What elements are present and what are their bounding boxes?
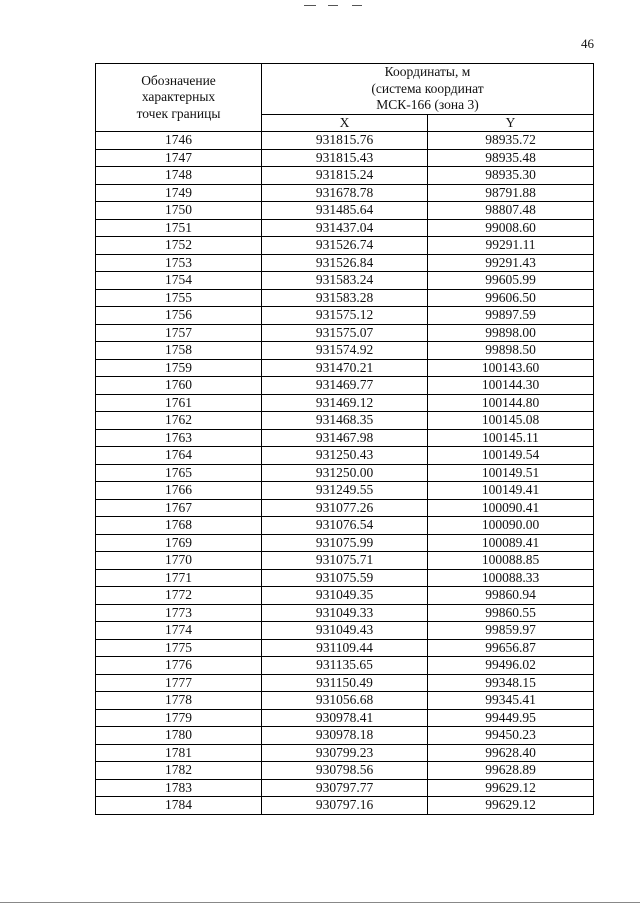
header-coords-line: Координаты, м xyxy=(384,64,471,79)
point-id-cell: 1762 xyxy=(96,412,262,430)
y-coordinate-cell: 98935.30 xyxy=(428,167,594,185)
y-coordinate-cell: 99605.99 xyxy=(428,272,594,290)
x-coordinate-cell: 931250.00 xyxy=(262,464,428,482)
point-id-cell: 1773 xyxy=(96,604,262,622)
y-coordinate-cell: 100149.54 xyxy=(428,447,594,465)
y-coordinate-cell: 100143.60 xyxy=(428,359,594,377)
table-row xyxy=(96,692,594,710)
table-row xyxy=(96,359,594,377)
table-row xyxy=(96,499,594,517)
point-id-cell: 1768 xyxy=(96,517,262,535)
y-coordinate-cell: 99859.97 xyxy=(428,622,594,640)
y-coordinate-cell: 99898.50 xyxy=(428,342,594,360)
y-coordinate-cell: 99629.12 xyxy=(428,797,594,815)
x-coordinate-cell: 931575.12 xyxy=(262,307,428,325)
table-row xyxy=(96,149,594,167)
x-coordinate-cell: 930797.16 xyxy=(262,797,428,815)
x-coordinate-cell: 931526.84 xyxy=(262,254,428,272)
table-row xyxy=(96,394,594,412)
y-coordinate-cell: 99345.41 xyxy=(428,692,594,710)
point-id-cell: 1752 xyxy=(96,237,262,255)
table-row xyxy=(96,202,594,220)
y-coordinate-cell: 99291.11 xyxy=(428,237,594,255)
coordinates-table xyxy=(95,63,594,815)
point-id-cell: 1754 xyxy=(96,272,262,290)
table-row xyxy=(96,762,594,780)
point-id-cell: 1750 xyxy=(96,202,262,220)
table-row xyxy=(96,569,594,587)
y-coordinate-cell: 99008.60 xyxy=(428,219,594,237)
x-coordinate-cell: 931467.98 xyxy=(262,429,428,447)
point-id-cell: 1757 xyxy=(96,324,262,342)
table-row xyxy=(96,184,594,202)
x-coordinate-cell: 930978.41 xyxy=(262,709,428,727)
x-coordinate-cell: 931075.59 xyxy=(262,569,428,587)
point-id-cell: 1760 xyxy=(96,377,262,395)
y-coordinate-cell: 99606.50 xyxy=(428,289,594,307)
table-row xyxy=(96,412,594,430)
x-coordinate-cell: 931574.92 xyxy=(262,342,428,360)
y-coordinate-cell: 99291.43 xyxy=(428,254,594,272)
table-row xyxy=(96,744,594,762)
x-coordinate-cell: 931109.44 xyxy=(262,639,428,657)
x-coordinate-cell: 931583.24 xyxy=(262,272,428,290)
table-row xyxy=(96,464,594,482)
point-id-cell: 1748 xyxy=(96,167,262,185)
x-coordinate-cell: 931075.71 xyxy=(262,552,428,570)
table-row xyxy=(96,517,594,535)
x-coordinate-cell: 931049.43 xyxy=(262,622,428,640)
table-row xyxy=(96,429,594,447)
point-id-cell: 1751 xyxy=(96,219,262,237)
table-row xyxy=(96,377,594,395)
y-coordinate-cell: 99860.55 xyxy=(428,604,594,622)
header-point-label xyxy=(96,64,262,132)
table-row xyxy=(96,604,594,622)
y-coordinate-cell: 99628.89 xyxy=(428,762,594,780)
point-id-cell: 1764 xyxy=(96,447,262,465)
bottom-edge-line xyxy=(0,902,640,903)
scan-marks xyxy=(300,2,370,8)
table-row xyxy=(96,797,594,815)
x-coordinate-cell: 931583.28 xyxy=(262,289,428,307)
point-id-cell: 1761 xyxy=(96,394,262,412)
point-id-cell: 1758 xyxy=(96,342,262,360)
point-id-cell: 1749 xyxy=(96,184,262,202)
header-coords-line: (система координат xyxy=(371,80,484,96)
y-coordinate-cell: 100090.00 xyxy=(428,517,594,535)
point-id-cell: 1772 xyxy=(96,587,262,605)
table-row xyxy=(96,342,594,360)
x-coordinate-cell: 931249.55 xyxy=(262,482,428,500)
table-row xyxy=(96,167,594,185)
y-coordinate-cell: 98935.48 xyxy=(428,149,594,167)
point-id-cell: 1779 xyxy=(96,709,262,727)
point-id-cell: 1770 xyxy=(96,552,262,570)
table-row xyxy=(96,237,594,255)
y-coordinate-cell: 99450.23 xyxy=(428,727,594,745)
table-row xyxy=(96,552,594,570)
table-row xyxy=(96,447,594,465)
point-id-cell: 1777 xyxy=(96,674,262,692)
table-row xyxy=(96,132,594,150)
table-row xyxy=(96,324,594,342)
y-coordinate-cell: 98791.88 xyxy=(428,184,594,202)
y-coordinate-cell: 100145.08 xyxy=(428,412,594,430)
point-id-cell: 1765 xyxy=(96,464,262,482)
point-id-cell: 1759 xyxy=(96,359,262,377)
y-coordinate-cell: 100149.51 xyxy=(428,464,594,482)
table-row xyxy=(96,674,594,692)
x-coordinate-cell: 931077.26 xyxy=(262,499,428,517)
x-coordinate-cell: 931076.54 xyxy=(262,517,428,535)
point-id-cell: 1756 xyxy=(96,307,262,325)
y-coordinate-cell: 100144.30 xyxy=(428,377,594,395)
y-coordinate-cell: 99898.00 xyxy=(428,324,594,342)
point-id-cell: 1774 xyxy=(96,622,262,640)
x-coordinate-cell: 931075.99 xyxy=(262,534,428,552)
point-id-cell: 1783 xyxy=(96,779,262,797)
point-id-cell: 1780 xyxy=(96,727,262,745)
y-coordinate-cell: 98807.48 xyxy=(428,202,594,220)
y-coordinate-cell: 100144.80 xyxy=(428,394,594,412)
table-row xyxy=(96,727,594,745)
table-row xyxy=(96,272,594,290)
header-label-line: Обозначение xyxy=(141,72,216,88)
x-coordinate-cell: 930798.56 xyxy=(262,762,428,780)
point-id-cell: 1782 xyxy=(96,762,262,780)
y-coordinate-cell: 100149.41 xyxy=(428,482,594,500)
y-coordinate-cell: 100088.33 xyxy=(428,569,594,587)
table-row xyxy=(96,639,594,657)
table-row xyxy=(96,534,594,552)
x-coordinate-cell: 931437.04 xyxy=(262,219,428,237)
point-id-cell: 1769 xyxy=(96,534,262,552)
header-label-line: точек границы xyxy=(136,105,221,121)
x-coordinate-cell: 931575.07 xyxy=(262,324,428,342)
point-id-cell: 1763 xyxy=(96,429,262,447)
point-id-cell: 1771 xyxy=(96,569,262,587)
x-coordinate-cell: 931469.12 xyxy=(262,394,428,412)
point-id-cell: 1781 xyxy=(96,744,262,762)
table-row xyxy=(96,307,594,325)
x-coordinate-cell: 930797.77 xyxy=(262,779,428,797)
x-coordinate-cell: 931049.33 xyxy=(262,604,428,622)
x-coordinate-cell: 931135.65 xyxy=(262,657,428,675)
table-row xyxy=(96,709,594,727)
point-id-cell: 1755 xyxy=(96,289,262,307)
y-coordinate-cell: 99348.15 xyxy=(428,674,594,692)
point-id-cell: 1776 xyxy=(96,657,262,675)
y-coordinate-cell: 98935.72 xyxy=(428,132,594,150)
x-coordinate-cell: 931485.64 xyxy=(262,202,428,220)
x-coordinate-cell: 931815.24 xyxy=(262,167,428,185)
point-id-cell: 1766 xyxy=(96,482,262,500)
x-coordinate-cell: 931526.74 xyxy=(262,237,428,255)
x-coordinate-cell: 931469.77 xyxy=(262,377,428,395)
page-number: 46 xyxy=(581,36,594,51)
x-coordinate-cell: 931150.49 xyxy=(262,674,428,692)
y-coordinate-cell: 100089.41 xyxy=(428,534,594,552)
table-header xyxy=(96,64,594,132)
table-row xyxy=(96,482,594,500)
header-col-x: X xyxy=(262,114,428,132)
y-coordinate-cell: 100145.11 xyxy=(428,429,594,447)
table-row xyxy=(96,219,594,237)
x-coordinate-cell: 931815.76 xyxy=(262,132,428,150)
table-row xyxy=(96,622,594,640)
y-coordinate-cell: 100088.85 xyxy=(428,552,594,570)
point-id-cell: 1767 xyxy=(96,499,262,517)
x-coordinate-cell: 931056.68 xyxy=(262,692,428,710)
header-coords-line: МСК-166 (зона 3) xyxy=(376,97,479,112)
table-row xyxy=(96,254,594,272)
x-coordinate-cell: 930978.18 xyxy=(262,727,428,745)
y-coordinate-cell: 99496.02 xyxy=(428,657,594,675)
x-coordinate-cell: 931815.43 xyxy=(262,149,428,167)
y-coordinate-cell: 99860.94 xyxy=(428,587,594,605)
header-label-line: характерных xyxy=(141,89,216,105)
y-coordinate-cell: 99629.12 xyxy=(428,779,594,797)
table-row xyxy=(96,779,594,797)
point-id-cell: 1753 xyxy=(96,254,262,272)
table-row xyxy=(96,289,594,307)
point-id-cell: 1784 xyxy=(96,797,262,815)
x-coordinate-cell: 931250.43 xyxy=(262,447,428,465)
x-coordinate-cell: 931049.35 xyxy=(262,587,428,605)
table-row xyxy=(96,587,594,605)
point-id-cell: 1778 xyxy=(96,692,262,710)
x-coordinate-cell: 931678.78 xyxy=(262,184,428,202)
header-col-y: Y xyxy=(428,114,594,132)
y-coordinate-cell: 99656.87 xyxy=(428,639,594,657)
point-id-cell: 1746 xyxy=(96,132,262,150)
x-coordinate-cell: 931470.21 xyxy=(262,359,428,377)
table-body xyxy=(96,132,594,815)
header-coordinates xyxy=(262,64,594,115)
y-coordinate-cell: 99449.95 xyxy=(428,709,594,727)
y-coordinate-cell: 99897.59 xyxy=(428,307,594,325)
point-id-cell: 1775 xyxy=(96,639,262,657)
x-coordinate-cell: 930799.23 xyxy=(262,744,428,762)
point-id-cell: 1747 xyxy=(96,149,262,167)
y-coordinate-cell: 99628.40 xyxy=(428,744,594,762)
y-coordinate-cell: 100090.41 xyxy=(428,499,594,517)
table-row xyxy=(96,657,594,675)
x-coordinate-cell: 931468.35 xyxy=(262,412,428,430)
